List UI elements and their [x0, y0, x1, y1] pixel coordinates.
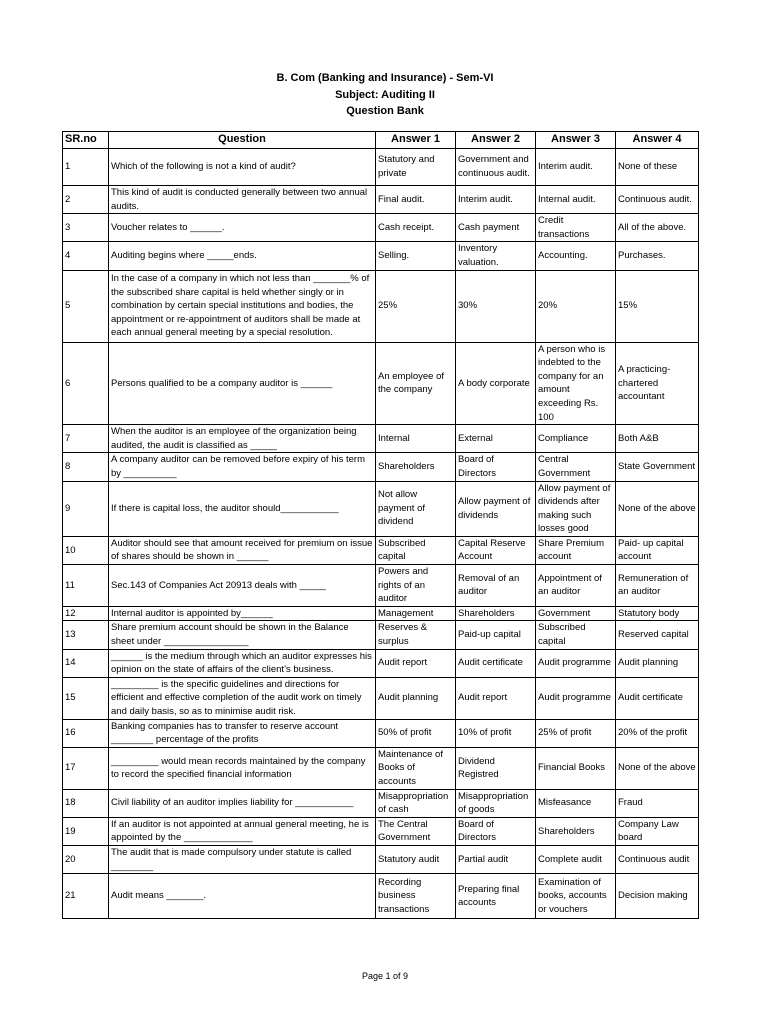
row-answer-2: External: [456, 425, 536, 453]
row-answer-4: Decision making: [616, 874, 699, 919]
row-question: This kind of audit is conducted generally between two annual audits.: [109, 186, 376, 214]
row-srno: 21: [63, 874, 109, 919]
row-answer-4: None of the above: [616, 481, 699, 536]
row-answer-2: Cash payment: [456, 214, 536, 242]
table-row: [63, 481, 699, 536]
row-answer-2: Removal of an auditor: [456, 565, 536, 607]
row-answer-3: Accounting.: [536, 242, 616, 270]
row-answer-1: Shareholders: [376, 453, 456, 481]
row-answer-4: Both A&B: [616, 425, 699, 453]
row-answer-1: Final audit.: [376, 186, 456, 214]
row-srno: 8: [63, 453, 109, 481]
row-answer-3: 25% of profit: [536, 719, 616, 747]
table-header-row: [63, 132, 699, 149]
row-answer-3: Shareholders: [536, 817, 616, 845]
table-row: [63, 270, 699, 342]
row-srno: 7: [63, 425, 109, 453]
row-question: Share premium account should be shown in the Balance sheet under ________________: [109, 621, 376, 649]
row-question: Voucher relates to ______.: [109, 214, 376, 242]
table-row: [63, 606, 699, 621]
row-answer-1: Audit planning: [376, 677, 456, 719]
row-question: Auditing begins where _____ends.: [109, 242, 376, 270]
table-row: [63, 874, 699, 919]
document-header: [0, 70, 770, 120]
row-question: In the case of a company in which not less than _______% of the subscribed share capital is held whether singly or in combination by certain special institutions and bodies, the appointment or re-appointment of auditors shall be made at each annual general meeting by a special resolution.: [109, 270, 376, 342]
table-row: [63, 719, 699, 747]
row-answer-1: Statutory audit: [376, 845, 456, 873]
row-answer-3: Share Premium account: [536, 536, 616, 564]
table-row: [63, 149, 699, 186]
row-answer-3: Compliance: [536, 425, 616, 453]
row-answer-4: Purchases.: [616, 242, 699, 270]
row-srno: 9: [63, 481, 109, 536]
row-answer-1: Powers and rights of an auditor: [376, 565, 456, 607]
row-answer-1: Reserves & surplus: [376, 621, 456, 649]
row-answer-1: Statutory and private: [376, 149, 456, 186]
row-question: When the auditor is an employee of the organization being audited, the audit is classified as _____: [109, 425, 376, 453]
row-answer-2: Capital Reserve Account: [456, 536, 536, 564]
row-answer-2: Paid-up capital: [456, 621, 536, 649]
row-answer-4: None of these: [616, 149, 699, 186]
row-answer-1: Internal: [376, 425, 456, 453]
row-srno: 16: [63, 719, 109, 747]
column-header-srno: SR.no: [63, 132, 109, 149]
row-answer-3: Audit programme: [536, 677, 616, 719]
table-row: [63, 747, 699, 789]
row-answer-3: Complete audit: [536, 845, 616, 873]
row-answer-1: Subscribed capital: [376, 536, 456, 564]
row-question: Audit means _______.: [109, 874, 376, 919]
row-answer-2: Dividend Registred: [456, 747, 536, 789]
row-answer-2: Preparing final accounts: [456, 874, 536, 919]
table-row: [63, 649, 699, 677]
row-answer-2: Audit certificate: [456, 649, 536, 677]
row-answer-4: State Government: [616, 453, 699, 481]
row-srno: 11: [63, 565, 109, 607]
column-header-answer-3: Answer 3: [536, 132, 616, 149]
table-row: [63, 565, 699, 607]
row-answer-4: Paid- up capital account: [616, 536, 699, 564]
column-header-answer-1: Answer 1: [376, 132, 456, 149]
row-answer-1: Maintenance of Books of accounts: [376, 747, 456, 789]
table-row: [63, 186, 699, 214]
page-number: Page 1 of 9: [361, 971, 409, 981]
row-answer-4: Continuous audit: [616, 845, 699, 873]
row-question: The audit that is made compulsory under statute is called ________: [109, 845, 376, 873]
row-answer-4: Audit certificate: [616, 677, 699, 719]
table-row: [63, 342, 699, 425]
row-answer-3: Central Government: [536, 453, 616, 481]
row-answer-4: Company Law board: [616, 817, 699, 845]
row-question: Internal auditor is appointed by______: [109, 606, 376, 621]
row-question: If there is capital loss, the auditor should___________: [109, 481, 376, 536]
row-answer-4: Fraud: [616, 789, 699, 817]
row-answer-4: Statutory body: [616, 606, 699, 621]
row-question: Persons qualified to be a company auditor is ______: [109, 342, 376, 425]
row-answer-4: None of the above: [616, 747, 699, 789]
row-srno: 17: [63, 747, 109, 789]
row-question: ______ is the medium through which an auditor expresses his opinion on the state of affairs of the client’s business.: [109, 649, 376, 677]
table-row: [63, 677, 699, 719]
table-row: [63, 214, 699, 242]
row-answer-1: Cash receipt.: [376, 214, 456, 242]
document-subtitle: Question Bank: [346, 105, 424, 117]
document-subject: Subject: Auditing II: [335, 88, 435, 101]
row-answer-4: Reserved capital: [616, 621, 699, 649]
row-question: A company auditor can be removed before expiry of his term by __________: [109, 453, 376, 481]
row-answer-3: Appointment of an auditor: [536, 565, 616, 607]
column-header-answer-4: Answer 4: [616, 132, 699, 149]
row-question: Which of the following is not a kind of audit?: [109, 149, 376, 186]
table-row: [63, 621, 699, 649]
row-answer-3: Government: [536, 606, 616, 621]
row-answer-2: Interim audit.: [456, 186, 536, 214]
table-row: [63, 425, 699, 453]
row-answer-1: Selling.: [376, 242, 456, 270]
row-answer-2: 10% of profit: [456, 719, 536, 747]
row-answer-3: Interim audit.: [536, 149, 616, 186]
table-row: [63, 453, 699, 481]
row-answer-2: Shareholders: [456, 606, 536, 621]
row-answer-2: Inventory valuation.: [456, 242, 536, 270]
row-answer-4: Remuneration of an auditor: [616, 565, 699, 607]
table-row: [63, 845, 699, 873]
table-row: [63, 536, 699, 564]
row-answer-1: Recording business transactions: [376, 874, 456, 919]
row-srno: 13: [63, 621, 109, 649]
row-answer-1: Misappropriation of cash: [376, 789, 456, 817]
row-srno: 10: [63, 536, 109, 564]
row-answer-2: Board of Directors: [456, 817, 536, 845]
row-answer-2: Allow payment of dividends: [456, 481, 536, 536]
row-srno: 1: [63, 149, 109, 186]
table-row: [63, 242, 699, 270]
column-header-question: Question: [109, 132, 376, 149]
row-srno: 2: [63, 186, 109, 214]
row-answer-3: Misfeasance: [536, 789, 616, 817]
question-bank-table: [62, 131, 699, 919]
row-answer-3: Examination of books, accounts or vouchers: [536, 874, 616, 919]
row-answer-3: Subscribed capital: [536, 621, 616, 649]
row-question: _________ is the specific guidelines and directions for efficient and effective completion of the audit work on timely and daily basis, so as to minimise audit risk.: [109, 677, 376, 719]
row-question: If an auditor is not appointed at annual general meeting, he is appointed by the _____________: [109, 817, 376, 845]
row-answer-2: 30%: [456, 270, 536, 342]
row-answer-4: 20% of the profit: [616, 719, 699, 747]
row-answer-1: Not allow payment of dividend: [376, 481, 456, 536]
row-srno: 15: [63, 677, 109, 719]
row-question: Banking companies has to transfer to reserve account ________ percentage of the profits: [109, 719, 376, 747]
row-answer-4: Audit planning: [616, 649, 699, 677]
row-answer-3: Financial Books: [536, 747, 616, 789]
document-title: B. Com (Banking and Insurance) - Sem-VI: [276, 72, 494, 84]
row-srno: 20: [63, 845, 109, 873]
row-srno: 19: [63, 817, 109, 845]
row-question: Civil liability of an auditor implies liability for ___________: [109, 789, 376, 817]
row-answer-4: A practicing-chartered accountant: [616, 342, 699, 425]
row-answer-1: An employee of the company: [376, 342, 456, 425]
row-srno: 6: [63, 342, 109, 425]
row-answer-1: The Central Government: [376, 817, 456, 845]
row-answer-2: Board of Directors: [456, 453, 536, 481]
row-answer-4: Continuous audit.: [616, 186, 699, 214]
row-answer-2: A body corporate: [456, 342, 536, 425]
row-answer-4: All of the above.: [616, 214, 699, 242]
row-answer-3: Audit programme: [536, 649, 616, 677]
row-answer-2: Audit report: [456, 677, 536, 719]
row-question: Sec.143 of Companies Act 20913 deals with _____: [109, 565, 376, 607]
row-answer-1: Audit report: [376, 649, 456, 677]
column-header-answer-2: Answer 2: [456, 132, 536, 149]
row-answer-2: Partial audit: [456, 845, 536, 873]
row-question: _________ would mean records maintained by the company to record the specified financial information: [109, 747, 376, 789]
row-answer-3: 20%: [536, 270, 616, 342]
row-answer-3: Allow payment of dividends after making such losses good: [536, 481, 616, 536]
table-row: [63, 817, 699, 845]
row-answer-1: Management: [376, 606, 456, 621]
row-answer-3: Internal audit.: [536, 186, 616, 214]
row-question: Auditor should see that amount received for premium on issue of shares should be shown in ______: [109, 536, 376, 564]
row-answer-3: A person who is indebted to the company for an amount exceeding Rs. 100: [536, 342, 616, 425]
row-answer-1: 50% of profit: [376, 719, 456, 747]
row-answer-2: Government and continuous audit.: [456, 149, 536, 186]
row-answer-2: Misappropriation of goods: [456, 789, 536, 817]
row-srno: 14: [63, 649, 109, 677]
row-srno: 12: [63, 606, 109, 621]
row-srno: 5: [63, 270, 109, 342]
table-row: [63, 789, 699, 817]
row-srno: 4: [63, 242, 109, 270]
row-srno: 3: [63, 214, 109, 242]
row-answer-4: 15%: [616, 270, 699, 342]
row-answer-1: 25%: [376, 270, 456, 342]
row-srno: 18: [63, 789, 109, 817]
row-answer-3: Credit transactions: [536, 214, 616, 242]
